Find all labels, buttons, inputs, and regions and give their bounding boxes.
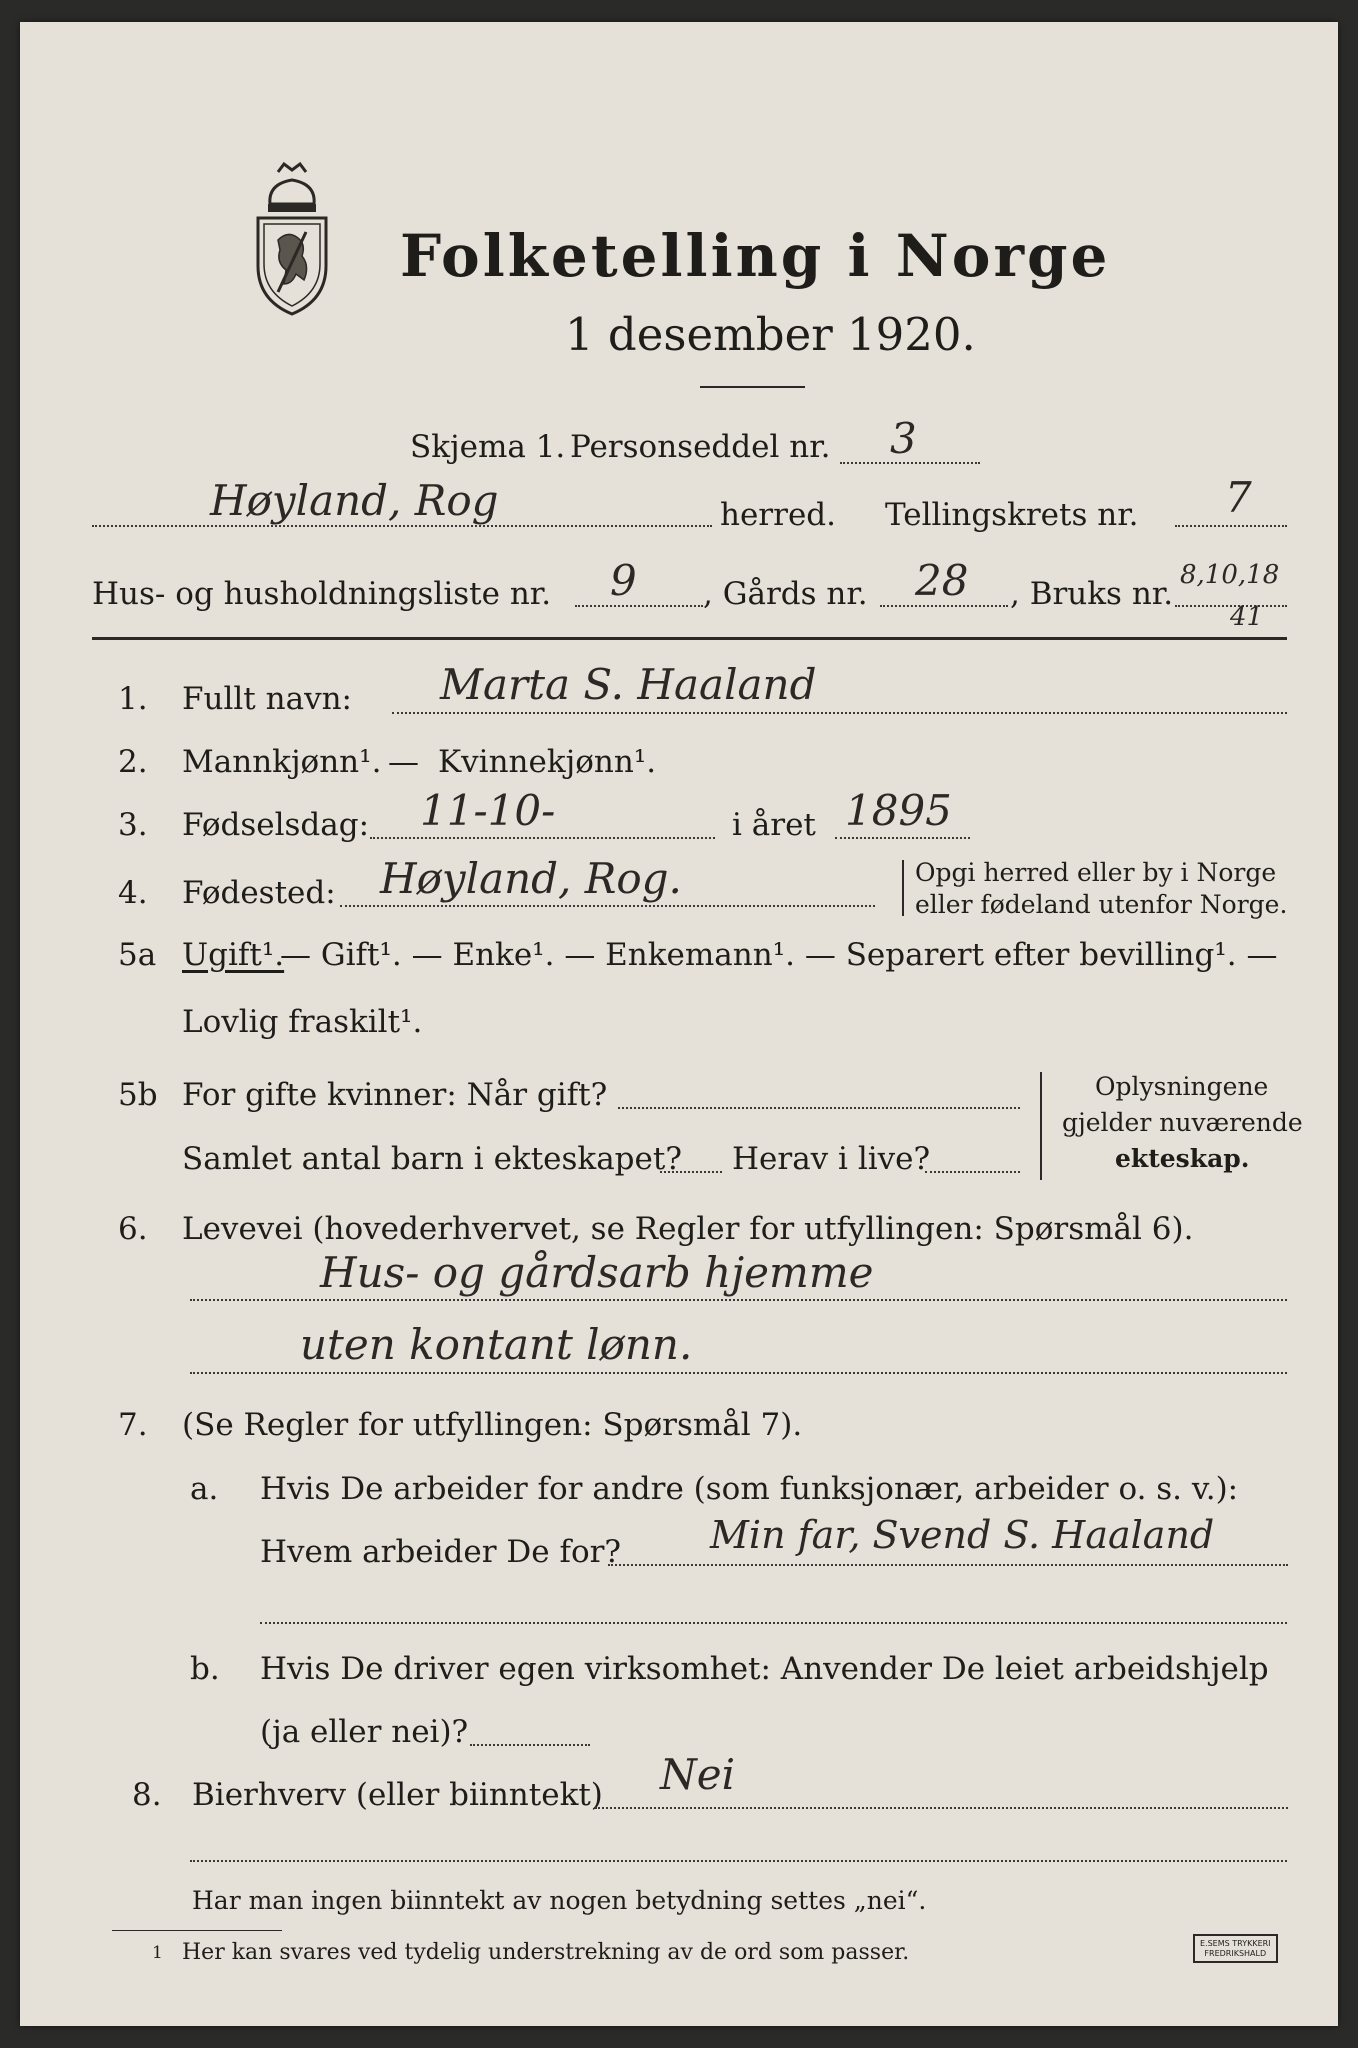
- census-form: [20, 22, 1338, 2026]
- q3-year-label: i året: [732, 807, 816, 843]
- q3-year-line: [835, 837, 970, 839]
- q4-value: Høyland, Rog.: [380, 854, 682, 903]
- q8-line1: [595, 1807, 1288, 1809]
- tellingskrets-line: [1175, 525, 1287, 527]
- q3-number: 3.: [118, 807, 148, 843]
- q7b-text: Hvis De driver egen virksomhet: Anvender De leiet arbeidshjelp: [260, 1651, 1269, 1687]
- q7b-letter: b.: [190, 1651, 220, 1687]
- q2-number: 2.: [118, 744, 148, 780]
- q7a-value: Min far, Svend S. Haaland: [710, 1513, 1215, 1557]
- q5b-note-line1: Oplysningene: [1095, 1072, 1269, 1101]
- q7-number: 7.: [118, 1407, 148, 1443]
- q3-value: 11-10-: [420, 786, 556, 835]
- q5b-note-line3: ekteskap.: [1115, 1144, 1250, 1173]
- q7a-line1: [608, 1564, 1288, 1566]
- q5b-number: 5b: [118, 1077, 158, 1113]
- q8-value: Nei: [660, 1750, 736, 1799]
- q6-line1: [190, 1299, 1287, 1301]
- q5b-line2: [660, 1171, 722, 1173]
- q2-sep: —: [388, 744, 419, 780]
- q1-line: [392, 712, 1287, 714]
- q1-number: 1.: [118, 681, 148, 717]
- q8-label: Bierhverv (eller biinntekt): [192, 1777, 603, 1813]
- herred-label: herred.: [720, 497, 836, 533]
- stamp-line2: FREDRIKSHALD: [1204, 1948, 1267, 1958]
- stamp-line1: E.SEMS TRYKKERI: [1200, 1939, 1271, 1948]
- q5b-label2: Samlet antal barn i ekteskapet?: [182, 1141, 682, 1177]
- title-divider: [700, 386, 805, 388]
- q1-value: Marta S. Haaland: [440, 660, 817, 709]
- bruks-value-top: 8,10,18: [1180, 560, 1280, 590]
- footnote-text: Her kan svares ved tydelig understrekning av de ord som passer.: [182, 1940, 910, 1965]
- bruks-label: , Bruks nr.: [1010, 576, 1174, 612]
- q5b-brace: [1040, 1072, 1042, 1180]
- personseddel-value: 3: [890, 414, 917, 463]
- schema-label: Skjema 1.: [410, 429, 566, 465]
- husliste-label: Hus- og husholdningsliste nr.: [92, 576, 552, 612]
- q7a-label: Hvem arbeider De for?: [260, 1534, 622, 1570]
- q6-label: Levevei (hovederhvervet, se Regler for utfyllingen: Spørsmål 6).: [182, 1211, 1194, 1247]
- printer-stamp: [1193, 1934, 1278, 1963]
- q5a-options: — Gift¹. — Enke¹. — Enkemann¹. — Separert efter bevilling¹. —: [280, 937, 1278, 973]
- q8-number: 8.: [132, 1777, 162, 1813]
- tellingskrets-label: Tellingskrets nr.: [885, 497, 1139, 533]
- q4-brace: [902, 860, 904, 916]
- form-title: Folketelling i Norge: [400, 222, 1111, 290]
- q5b-label1: For gifte kvinner: Når gift?: [182, 1077, 608, 1113]
- q4-number: 4.: [118, 875, 148, 911]
- herred-line: [92, 525, 712, 527]
- q4-note-line1: Opgi herred eller by i Norge: [915, 858, 1277, 887]
- husliste-line: [575, 605, 703, 607]
- q5b-label3: Herav i live?: [732, 1141, 931, 1177]
- header-separator: [92, 637, 1287, 640]
- q4-note-line2: eller fødeland utenfor Norge.: [915, 890, 1288, 919]
- q5b-note-line2: gjelder nuværende: [1062, 1108, 1303, 1137]
- herred-value: Høyland, Rog: [210, 476, 499, 525]
- gards-label: , Gårds nr.: [703, 576, 868, 612]
- q2-male: Mannkjønn¹.: [182, 744, 382, 780]
- bruks-value-bottom: 41: [1230, 602, 1264, 632]
- gards-line: [880, 605, 1008, 607]
- q7a-letter: a.: [190, 1471, 219, 1507]
- q6-value-line1: Hus- og gårdsarb hjemme: [320, 1248, 874, 1297]
- q5b-line3: [925, 1171, 1020, 1173]
- q7a-line2: [260, 1622, 1287, 1624]
- census-date: 1 desember 1920.: [565, 308, 976, 361]
- q3-label: Fødselsdag:: [182, 807, 370, 843]
- q4-line: [340, 905, 875, 907]
- q5b-line1: [618, 1107, 1020, 1109]
- q7b-line: [470, 1744, 590, 1746]
- q6-value-line2: uten kontant lønn.: [300, 1320, 693, 1369]
- q4-label: Fødested:: [182, 875, 336, 911]
- q7-label: (Se Regler for utfyllingen: Spørsmål 7).: [182, 1407, 803, 1443]
- q3-line: [370, 837, 715, 839]
- q5a-number: 5a: [118, 937, 157, 973]
- husliste-value: 9: [610, 556, 637, 605]
- q5a-ugift: Ugift¹.: [182, 937, 285, 973]
- q6-line2: [190, 1372, 1287, 1374]
- gards-value: 28: [915, 556, 969, 605]
- q7b-label: (ja eller nei)?: [260, 1714, 469, 1750]
- q7a-text: Hvis De arbeider for andre (som funksjonær, arbeider o. s. v.):: [260, 1471, 1239, 1507]
- norwegian-coat-of-arms-icon: [248, 162, 336, 317]
- tellingskrets-value: 7: [1225, 473, 1252, 522]
- personseddel-label: Personseddel nr.: [570, 429, 831, 465]
- q8-line2: [190, 1860, 1287, 1862]
- footnote-mark: 1: [152, 1943, 163, 1963]
- q5a-line2: Lovlig fraskilt¹.: [182, 1004, 423, 1040]
- q1-label: Fullt navn:: [182, 681, 352, 717]
- q3-year-value: 1895: [845, 786, 952, 835]
- q6-number: 6.: [118, 1211, 148, 1247]
- biinntekt-note: Har man ingen biinntekt av nogen betydning settes „nei“.: [192, 1886, 927, 1915]
- footnote-divider: [112, 1930, 282, 1931]
- q2-female: Kvinnekjønn¹.: [438, 744, 657, 780]
